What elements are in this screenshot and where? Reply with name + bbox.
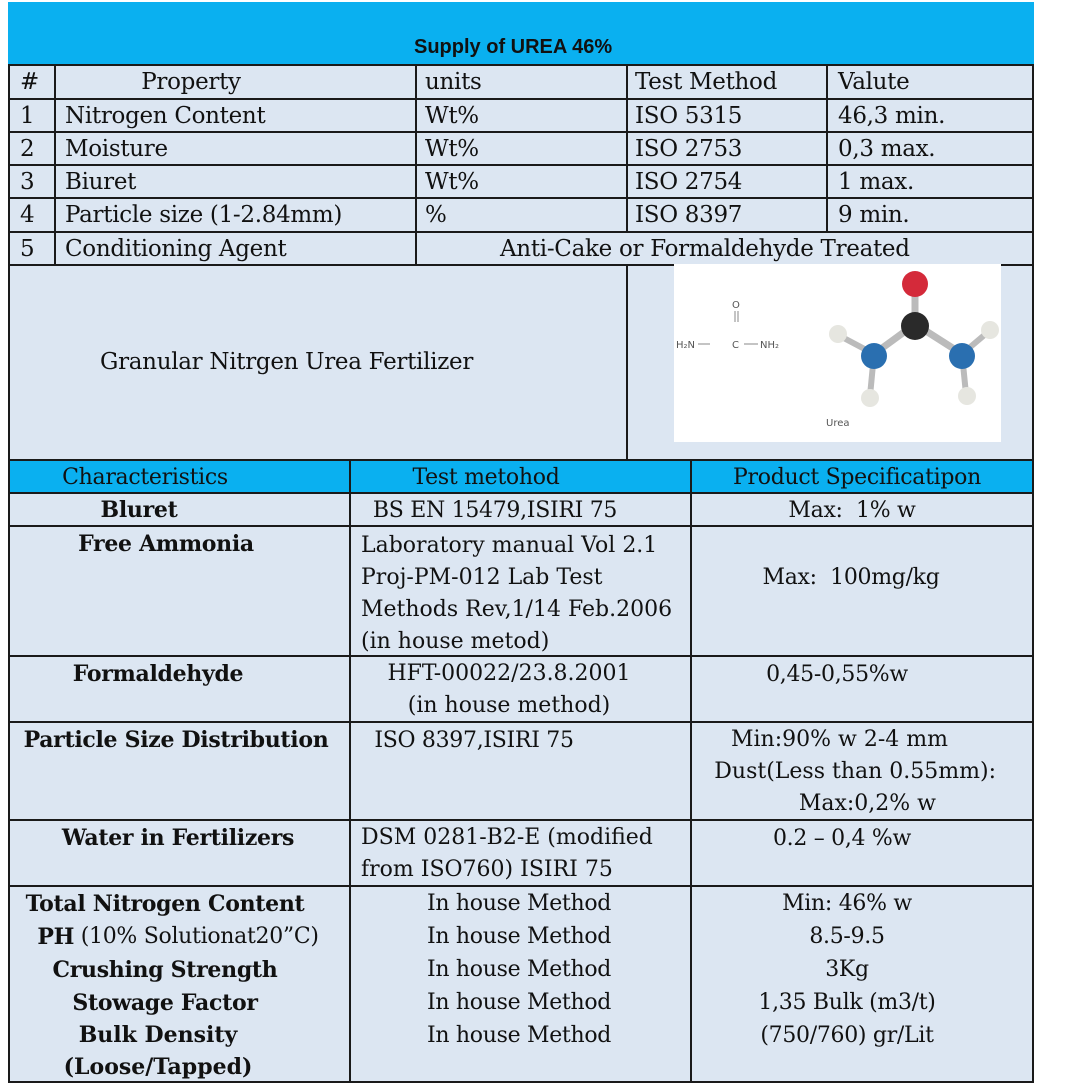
product-label: Granular Nitrgen Urea Fertilizer [100,349,474,375]
char-name: Crushing Strength [52,956,278,983]
molecule-caption: Urea [826,418,850,429]
row-units: Wt% [425,168,479,195]
row-num: 2 [20,135,35,162]
col-header-num: # [20,69,39,95]
col-header-characteristics: Characteristics [62,464,228,490]
char-spec: 0.2 – 0,4 %w [772,825,912,851]
row-units: % [425,202,447,228]
carbon-atom [901,312,929,340]
nitrogen-atom [949,343,975,369]
row-value: 0,3 max. [838,135,936,162]
char-method: In house Method [426,891,612,916]
row-value: 46,3 min. [838,102,946,129]
row-value: 9 min. [838,202,910,228]
char-spec: Min:90% w 2-4 mm Dust(Less than 0.55mm): Max:0,2% w [714,727,996,816]
row-num: 1 [20,102,35,129]
col-header-value: Valute [838,69,910,95]
row-property: Conditioning Agent [65,235,287,262]
char-spec: Max: 100mg/kg [762,564,940,590]
char-method: HFT-00022/23.8.2001 (in house method) [387,661,631,718]
formula-right: NH₂ [760,340,780,351]
char-method: BS EN 15479,ISIRI 75 [372,497,618,523]
col-header-property: Property [141,69,241,95]
char-name: Bulk Density (Loose/Tapped) [63,1022,253,1080]
char-name-bold: PH [37,923,75,950]
char-method: Laboratory manual Vol 2.1 Proj-PM-012 Lab Test Methods Rev,1/14 Feb.2006 (in house metod) [361,533,673,654]
char-name: Stowage Factor [72,989,258,1016]
char-method: In house Method [426,990,612,1015]
row-merged-value: Anti-Cake or Formaldehyde Treated [500,235,910,262]
char-spec: (750/760) gr/Lit [760,1023,934,1048]
title-text: Supply of UREA 46% [414,36,613,58]
row-units: Wt% [425,102,479,129]
hydrogen-atom [958,387,976,405]
formula-top: O [732,300,740,311]
char-name: Particle Size Distribution [23,727,329,753]
char-spec: Max: 1% w [788,497,916,523]
col-header-product-spec: Product Specificatipon [733,464,981,490]
row-method: ISO 2754 [635,168,743,195]
char-name: Formaldehyde [72,661,244,687]
row-property: Nitrogen Content [65,102,266,129]
char-spec: 8.5-9.5 [809,924,885,949]
hydrogen-atom [829,325,847,343]
formula-left: H₂N [676,340,696,351]
char-name: Water in Fertilizers [61,825,295,851]
row-property: Particle size (1-2.84mm) [65,202,343,228]
col-header-units: units [425,69,482,95]
char-method: In house Method [426,924,612,949]
urea-molecule-image [674,264,1001,442]
char-name: Free Ammonia [78,531,254,557]
char-name: Bluret [100,497,178,523]
row-num: 4 [20,202,35,228]
oxygen-atom [902,271,928,297]
row-value: 1 max. [838,168,914,195]
char-spec: 0,45-0,55%w [766,661,908,687]
char-method: DSM 0281-B2-E (modified from ISO760) ISIRI 75 [361,825,653,882]
char-name: Total Nitrogen Content [25,890,305,917]
row-method: ISO 5315 [635,102,743,129]
col-header-test-method: Test Method [635,69,778,95]
row-num: 3 [20,168,35,195]
char-spec: 1,35 Bulk (m3/t) [758,990,936,1015]
char-method: In house Method [426,1023,612,1048]
char-name [10,920,346,953]
hydrogen-atom [861,389,879,407]
char-name-rest: (10% Solutionat20”C) [74,924,319,949]
row-method: ISO 2753 [635,135,743,162]
hydrogen-atom [981,321,999,339]
formula-center: C [732,340,739,351]
spec-sheet [8,2,1034,1082]
char-spec: 3Kg [825,957,869,982]
urea-structure-icon [674,264,1001,442]
char-method: ISO 8397,ISIRI 75 [374,727,574,753]
row-units: Wt% [425,135,479,162]
nitrogen-atom [861,343,887,369]
char-spec: Min: 46% w [782,891,912,916]
row-num: 5 [20,235,35,262]
row-property: Biuret [65,168,137,195]
char-method: In house Method [426,957,612,982]
col-header-test-method: Test metohod [412,464,560,490]
row-method: ISO 8397 [635,202,743,228]
row-property: Moisture [65,135,168,162]
